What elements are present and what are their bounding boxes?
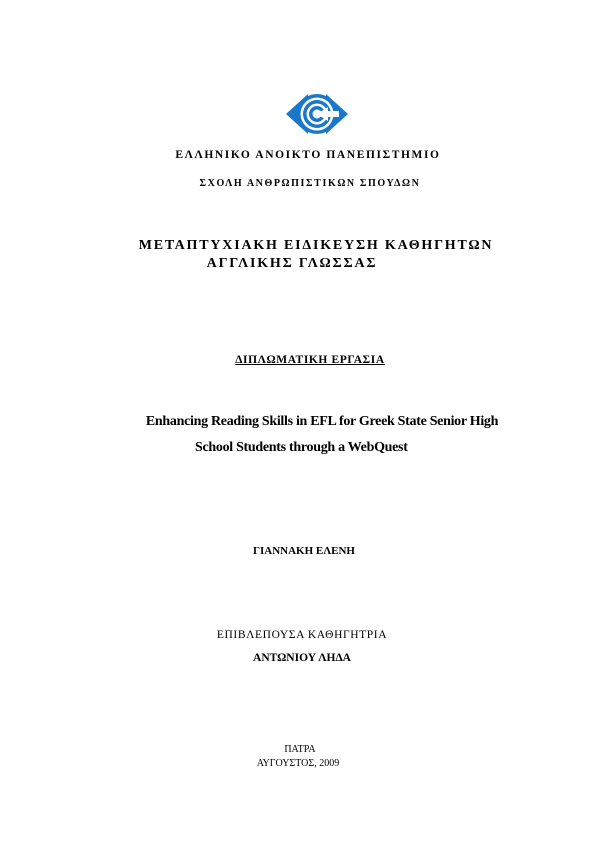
date: ΑΥΓΟΥΣΤΟΣ, 2009: [256, 758, 340, 769]
document-type: ΔΙΠΛΩΜΑΤΙΚΗ ΕΡΓΑΣΙΑ: [235, 354, 385, 366]
program-title-line-2: ΑΓΓΛΙΚΗΣ ΓΛΩΣΣΑΣ: [206, 256, 378, 271]
city: ΠΑΤΡΑ: [284, 744, 316, 755]
supervisor-name: ΑΝΤΩΝΙΟΥ ΛΗΔΑ: [253, 652, 351, 664]
thesis-title-line-1: Enhancing Reading Skills in EFL for Greek State Senior High: [145, 414, 499, 429]
thesis-title-line-2: School Students through a WebQuest: [195, 440, 408, 455]
university-emblem-icon: [284, 90, 350, 138]
university-name: ΕΛΛΗΝΙΚΟ ΑΝΟΙΚΤΟ ΠΑΝΕΠΙΣΤΗΜΙΟ: [175, 149, 441, 161]
school-name: ΣΧΟΛΗ ΑΝΘΡΩΠΙΣΤΙΚΩΝ ΣΠΟΥΔΩΝ: [199, 178, 421, 189]
program-title-line-1: ΜΕΤΑΠΤΥΧΙΑΚΗ ΕΙΔΙΚΕΥΣΗ ΚΑΘΗΓΗΤΩΝ: [138, 238, 494, 253]
author-name: ΓΙΑΝΝΑΚΗ ΕΛΕΝΗ: [253, 545, 355, 557]
supervisor-label: ΕΠΙΒΛΕΠΟΥΣΑ ΚΑΘΗΓΗΤΡΙΑ: [216, 629, 388, 641]
